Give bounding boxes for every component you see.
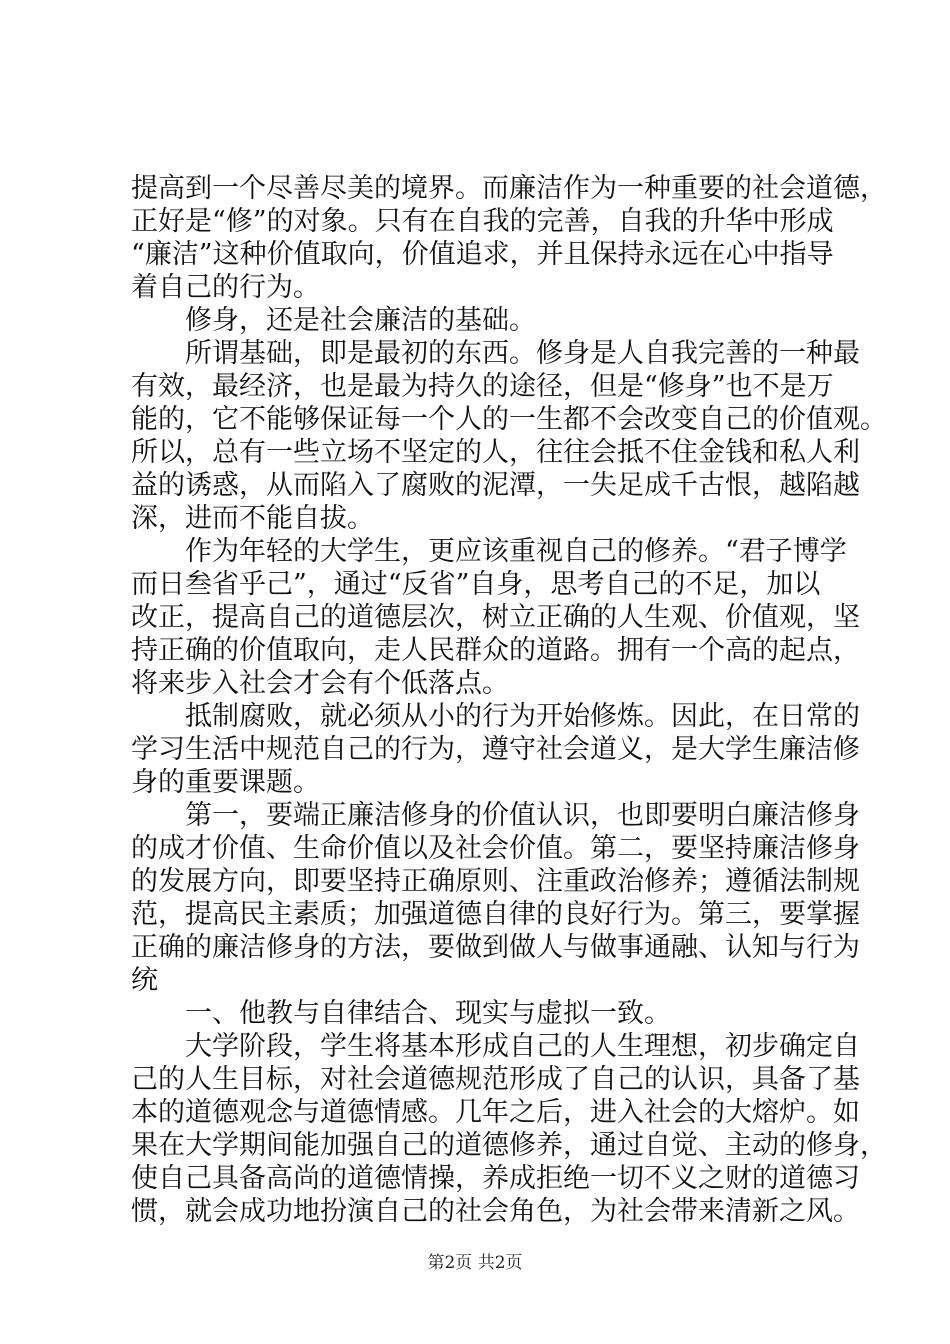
text-line: 己的人生目标，对社会道德规范形成了自己的认识，具备了基 — [131, 1064, 860, 1095]
text-line: 所谓基础，即是最初的东西。修身是人自我完善的一种最 — [185, 338, 860, 369]
text-line: 益的诱惑，从而陷入了腐败的泥潭，一失足成千古恨，越陷越 — [131, 470, 860, 501]
text-line: 身的重要课题。 — [131, 767, 320, 798]
text-line: 范，提高民主素质；加强道德自律的良好行为。第三，要掌握 — [131, 899, 860, 930]
text-line: 有效，最经济，也是最为持久的途径，但是“修身”也不是万 — [131, 371, 834, 402]
text-line: 将来步入社会才会有个低落点。 — [131, 668, 509, 699]
text-line: 的成才价值、生命价值以及社会价值。第二，要坚持廉洁修身 — [131, 833, 860, 864]
text-line: 着自己的行为。 — [131, 272, 320, 303]
text-line: 修身，还是社会廉洁的基础。 — [185, 305, 536, 336]
text-line: 一、他教与自律结合、现实与虚拟一致。 — [185, 998, 671, 1029]
text-line: 而日叁省乎己”，通过“反省”自身，思考自己的不足，加以 — [131, 569, 821, 600]
text-line: 持正确的价值取向，走人民群众的道路。拥有一个高的起点， — [131, 635, 860, 666]
text-line: 提高到一个尽善尽美的境界。而廉洁作为一种重要的社会道德， — [131, 173, 887, 204]
text-line: 统 — [131, 965, 158, 996]
page-footer: 第2页 共2页 — [427, 1253, 523, 1273]
text-line: 大学阶段，学生将基本形成自己的人生理想，初步确定自 — [185, 1031, 860, 1062]
text-line: 果在大学期间能加强自己的道德修养，通过自觉、主动的修身， — [131, 1130, 887, 1161]
text-line: 正好是“修”的对象。只有在自我的完善，自我的升华中形成 — [131, 206, 834, 237]
text-line: 正确的廉洁修身的方法，要做到做人与做事通融、认知与行为 — [131, 932, 860, 963]
text-line: 改正，提高自己的道德层次，树立正确的人生观、价值观，坚 — [131, 602, 860, 633]
text-line: 作为年轻的大学生，更应该重视自己的修养。“君子博学 — [185, 536, 847, 567]
text-line: 的发展方向，即要坚持正确原则、注重政治修养；遵循法制规 — [131, 866, 860, 897]
text-line: 学习生活中规范自己的行为，遵守社会道义，是大学生廉洁修 — [131, 734, 860, 765]
text-line: “廉洁”这种价值取向，价值追求，并且保持永远在心中指导 — [131, 239, 834, 270]
text-line: 能的，它不能够保证每一个人的一生都不会改变自己的价值观。 — [131, 404, 887, 435]
text-line: 第一，要端正廉洁修身的价值认识，也即要明白廉洁修身 — [185, 800, 860, 831]
text-line: 深，进而不能自拔。 — [131, 503, 374, 534]
text-line: 惯，就会成功地扮演自己的社会角色，为社会带来清新之风。 — [131, 1196, 860, 1227]
text-line: 所以，总有一些立场不坚定的人，往往会抵不住金钱和私人利 — [131, 437, 860, 468]
text-line: 使自己具备高尚的道德情操，养成拒绝一切不义之财的道德习 — [131, 1163, 860, 1194]
text-line: 抵制腐败，就必须从小的行为开始修炼。因此，在日常的 — [185, 701, 860, 732]
text-line: 本的道德观念与道德情感。几年之后，进入社会的大熔炉。如 — [131, 1097, 860, 1128]
